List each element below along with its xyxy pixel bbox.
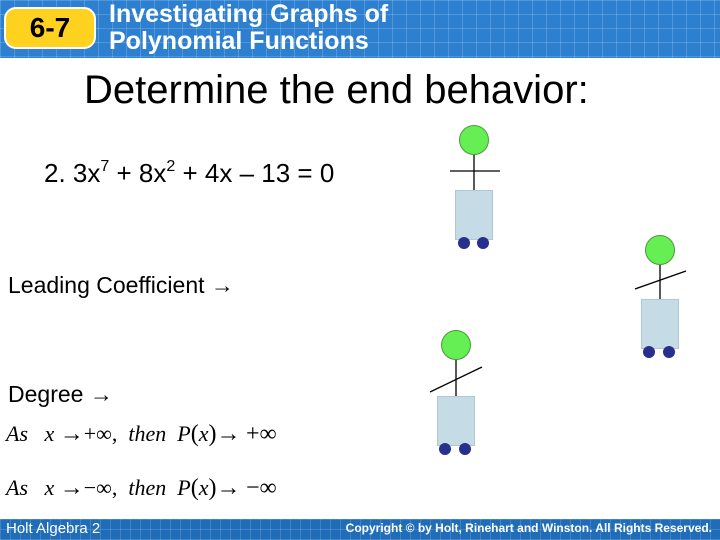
header-banner	[0, 0, 720, 58]
arrow-symbol-2: →	[216, 421, 241, 447]
footer-copyright: Copyright © by Holt, Rinehart and Winston. All Rights Reserved.	[345, 521, 712, 535]
figure-left-foot	[458, 237, 470, 249]
leading-coefficient-label: Leading Coefficient →	[8, 272, 234, 298]
lesson-title-line2: Polynomial Functions	[109, 27, 369, 55]
arrow-symbol-2: →	[216, 475, 241, 501]
equation-exponent-2: 2	[166, 158, 176, 175]
figure-right-foot	[663, 346, 675, 358]
arrow-symbol: →	[59, 475, 84, 501]
equation-exponent-1: 7	[100, 158, 110, 175]
function-limit: −∞	[245, 475, 277, 501]
footer-bar	[0, 519, 720, 540]
equation-prefix: 2. 3x	[44, 158, 101, 188]
slide-title: Determine the end behavior:	[84, 68, 589, 112]
figure-left-foot	[439, 443, 451, 455]
function-name: P	[177, 421, 191, 446]
function-name: P	[177, 475, 191, 500]
equation-mid: + 8x	[109, 158, 167, 188]
left-paren: (	[190, 475, 199, 501]
x-limit: +∞,	[83, 421, 118, 446]
footer-course-name: Holt Algebra 2	[6, 520, 101, 537]
lesson-title-line1: Investigating Graphs of	[109, 0, 389, 28]
function-argument: x	[198, 475, 209, 500]
right-paren: )	[208, 475, 217, 501]
degree-label: Degree →	[8, 381, 113, 407]
then-word: then	[128, 421, 167, 446]
then-word: then	[128, 475, 167, 500]
lesson-number-badge: 6-7	[4, 7, 96, 49]
left-paren: (	[190, 421, 199, 447]
equation	[44, 158, 334, 189]
as-word: As	[6, 475, 28, 500]
arms-left-down-figure	[425, 330, 505, 460]
arrow-symbol: →	[59, 421, 84, 447]
lesson-title	[109, 1, 388, 55]
equation-suffix: + 4x – 13 = 0	[175, 158, 335, 188]
figure-right-foot	[477, 237, 489, 249]
figure-body	[437, 396, 475, 446]
as-word: As	[6, 421, 28, 446]
end-behavior-positive	[6, 421, 277, 448]
arms-right-up-figure	[630, 235, 710, 365]
x-variable: x	[44, 421, 55, 446]
figure-body	[455, 190, 493, 240]
function-limit: +∞	[245, 421, 277, 447]
arms-level-figure	[440, 125, 510, 255]
right-paren: )	[208, 421, 217, 447]
figure-right-foot	[459, 443, 471, 455]
x-limit: −∞,	[83, 475, 118, 500]
function-argument: x	[198, 421, 209, 446]
end-behavior-negative	[6, 475, 277, 502]
x-variable: x	[44, 475, 55, 500]
figure-body	[641, 299, 679, 349]
figure-left-foot	[643, 346, 655, 358]
